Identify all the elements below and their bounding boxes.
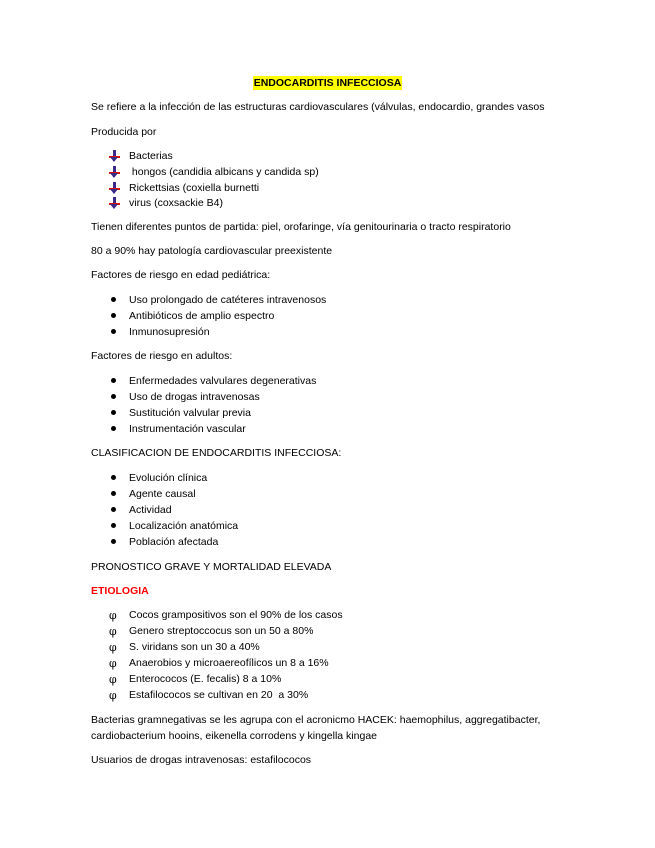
bullet-icon bbox=[111, 410, 116, 415]
clasificacion-heading: CLASIFICACION DE ENDOCARDITIS INFECCIOSA: bbox=[91, 447, 342, 459]
list-item: Enfermedades valvulares degenerativas bbox=[109, 375, 129, 387]
list-item: φ Cocos grampositivos son el 90% de los casos bbox=[109, 609, 343, 622]
list-item: Actividad bbox=[109, 504, 129, 516]
document-title: ENDOCARDITIS INFECCIOSA bbox=[253, 77, 402, 89]
list-item: φ Estafilococos se cultivan en 20 a 30% bbox=[109, 689, 309, 702]
bullet-icon bbox=[111, 394, 116, 399]
riesgo-pediatrico-heading: Factores de riesgo en edad pediátrica: bbox=[91, 269, 271, 281]
bullet-icon bbox=[111, 475, 116, 480]
list-item: Bacterias bbox=[109, 150, 129, 163]
list-item: Rickettsias (coxiella burnetti bbox=[109, 182, 129, 195]
patologia-paragraph: 80 a 90% hay patología cardiovascular preexistente bbox=[91, 245, 333, 257]
phi-bullet-icon: φ bbox=[109, 625, 117, 638]
producida-por-heading: Producida por bbox=[91, 126, 157, 138]
list-item: virus (coxsackie B4) bbox=[109, 197, 129, 210]
etiologia-heading: ETIOLOGIA bbox=[91, 585, 149, 597]
bullet-icon bbox=[111, 313, 116, 318]
bullet-icon bbox=[111, 523, 116, 528]
list-item: φ Enterococos (E. fecalis) 8 a 10% bbox=[109, 673, 282, 686]
bullet-icon bbox=[111, 297, 116, 302]
list-item: φ Anaerobios y microaereofílicos un 8 a 16% bbox=[109, 657, 329, 670]
bullet-icon bbox=[111, 329, 116, 334]
list-item: Antibióticos de amplio espectro bbox=[109, 310, 129, 322]
list-item: Evolución clínica bbox=[109, 472, 129, 484]
drogas-paragraph: Usuarios de drogas intravenosas: estafilococos bbox=[91, 754, 312, 766]
intro-paragraph: Se refiere a la infección de las estructuras cardiovasculares (válvulas, endocardio, grandes vasos bbox=[91, 101, 545, 113]
list-item: hongos (candidia albicans y candida sp) bbox=[109, 166, 129, 179]
riesgo-adultos-heading: Factores de riesgo en adultos: bbox=[91, 350, 233, 362]
bullet-icon bbox=[111, 491, 116, 496]
bullet-icon bbox=[111, 426, 116, 431]
hacek-paragraph-line1: Bacterias gramnegativas se les agrupa con el acronicmo HACEK: haemophilus, aggregatibacter, bbox=[91, 714, 541, 726]
list-item: φ S. viridans son un 30 a 40% bbox=[109, 641, 260, 654]
phi-bullet-icon: φ bbox=[109, 641, 117, 654]
list-item: Sustitución valvular previa bbox=[109, 407, 129, 419]
list-item: Agente causal bbox=[109, 488, 129, 500]
arrow-bullet-icon bbox=[109, 182, 121, 194]
phi-bullet-icon: φ bbox=[109, 609, 117, 622]
list-item: Inmunosupresión bbox=[109, 326, 129, 338]
phi-bullet-icon: φ bbox=[109, 657, 117, 670]
arrow-bullet-icon bbox=[109, 150, 121, 162]
bullet-icon bbox=[111, 507, 116, 512]
hacek-paragraph-line2: cardiobacterium hooins, eikenella corrodens y kingella kingae bbox=[91, 730, 377, 742]
arrow-bullet-icon bbox=[109, 166, 121, 178]
list-item: φ Genero streptoccocus son un 50 a 80% bbox=[109, 625, 314, 638]
list-item: Localización anatómica bbox=[109, 520, 129, 532]
list-item: Población afectada bbox=[109, 536, 129, 548]
list-item: Uso de drogas intravenosas bbox=[109, 391, 129, 403]
arrow-bullet-icon bbox=[109, 197, 121, 209]
list-item: Uso prolongado de catéteres intravenosos bbox=[109, 294, 129, 306]
list-item: Instrumentación vascular bbox=[109, 423, 129, 435]
partida-paragraph: Tienen diferentes puntos de partida: piel, orofaringe, vía genitourinaria o tracto respiratorio bbox=[91, 221, 511, 233]
phi-bullet-icon: φ bbox=[109, 673, 117, 686]
bullet-icon bbox=[111, 539, 116, 544]
phi-bullet-icon: φ bbox=[109, 689, 117, 702]
bullet-icon bbox=[111, 378, 116, 383]
pronostico-paragraph: PRONOSTICO GRAVE Y MORTALIDAD ELEVADA bbox=[91, 561, 332, 573]
